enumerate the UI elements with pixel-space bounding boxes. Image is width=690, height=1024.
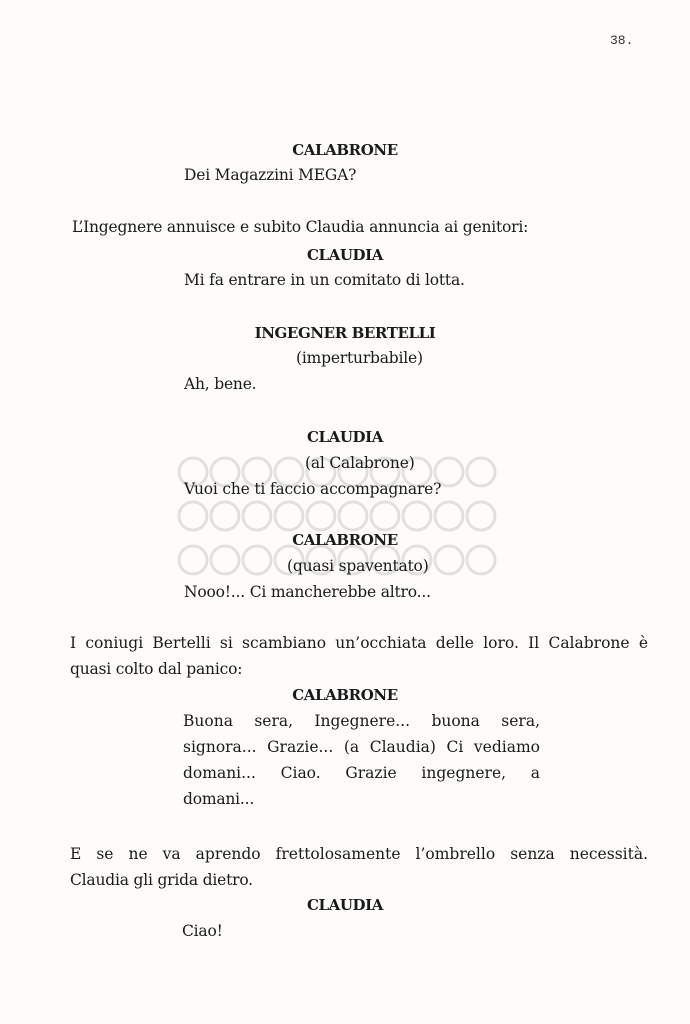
character-name: CLAUDIA — [306, 246, 384, 264]
action-line: E se ne va aprendo frettolosamente l’ombrello senza necessità. — [70, 845, 648, 863]
parenthetical: (imperturbabile) — [296, 349, 423, 367]
character-name: CALABRONE — [292, 531, 398, 549]
character-name: CALABRONE — [292, 686, 398, 704]
dialogue-line: domani... — [183, 790, 255, 808]
action-line: I coniugi Bertelli si scambiano un’occhiata delle loro. Il Calabrone è — [70, 634, 648, 652]
parenthetical: (al Calabrone) — [305, 454, 415, 472]
dialogue: Mi fa entrare in un comitato di lotta. — [184, 271, 465, 289]
dialogue: Nooo!... Ci mancherebbe altro... — [184, 583, 431, 601]
character-name: CALABRONE — [292, 141, 398, 159]
character-name: CLAUDIA — [306, 428, 384, 446]
character-name: CLAUDIA — [306, 896, 384, 914]
character-name: INGEGNER BERTELLI — [254, 324, 436, 342]
dialogue: Vuoi che ti faccio accompagnare? — [184, 480, 442, 498]
action-line: quasi colto dal panico: — [70, 660, 243, 678]
dialogue: Ah, bene. — [184, 375, 257, 393]
action: L’Ingegnere annuisce e subito Claudia annuncia ai genitori: — [72, 218, 529, 236]
parenthetical: (quasi spaventato) — [287, 557, 429, 575]
action-line: Claudia gli grida dietro. — [70, 871, 253, 889]
dialogue: Ciao! — [182, 922, 223, 940]
dialogue-line: domani... Ciao. Grazie ingegnere, a — [183, 764, 540, 782]
dialogue-line: Buona sera, Ingegnere... buona sera, — [183, 712, 540, 730]
page-number: 38. — [610, 33, 634, 48]
dialogue-line: signora... Grazie... (a Claudia) Ci vediamo — [183, 738, 540, 756]
dialogue: Dei Magazzini MEGA? — [184, 166, 357, 184]
